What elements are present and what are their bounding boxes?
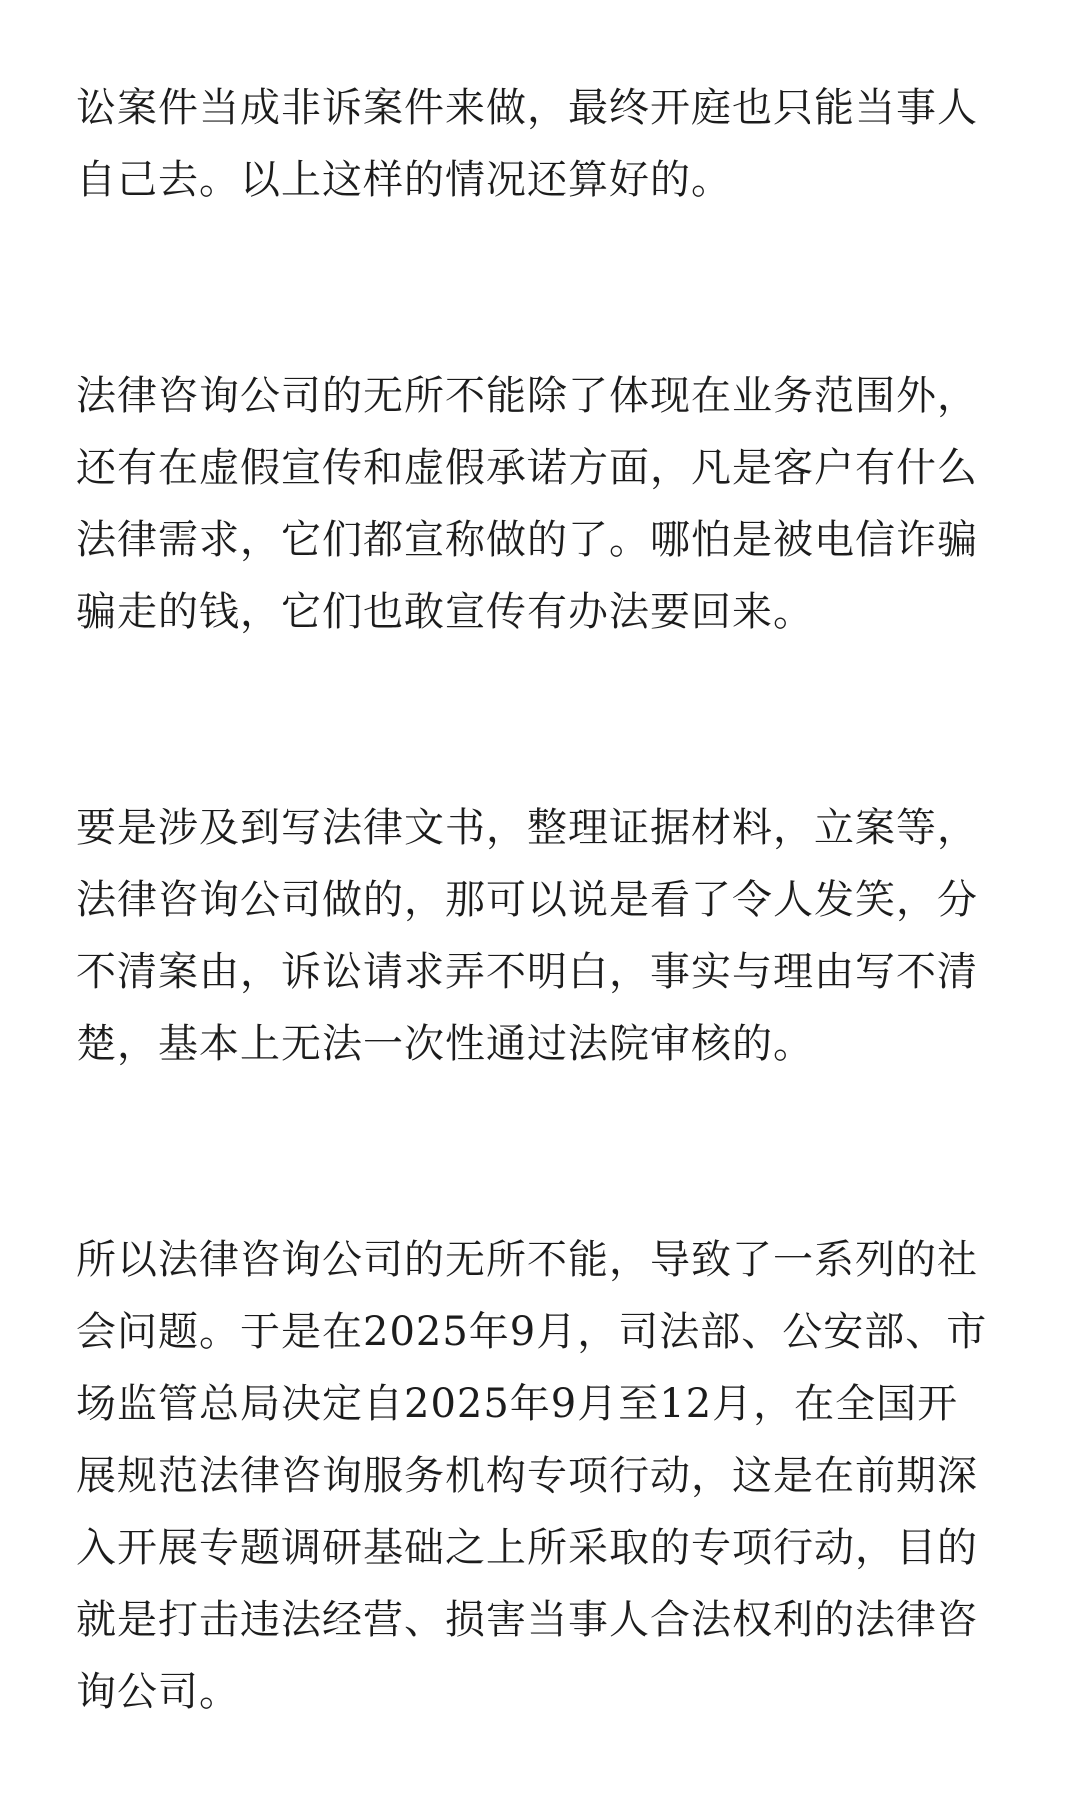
article-paragraph-2: 法律咨询公司的无所不能除了体现在业务范围外，还有在虚假宣传和虚假承诺方面，凡是客户有什么法律需求，它们都宣称做的了。哪怕是被电信诈骗骗走的钱，它们也敢宣传有办法要回来。 — [76, 373, 978, 635]
article-paragraph-4: 所以法律咨询公司的无所不能，导致了一系列的社会问题。于是在2025年9月，司法部、公安部、市场监管总局决定自2025年9月至12月，在全国开展规范法律咨询服务机构专项行动，这是在前期深入开展专题调研基础之上所采取的专项行动，目的就是打击违法经营、损害当事人合法权利的法律咨询公司。 — [76, 1237, 988, 1715]
article-body — [76, 72, 996, 1728]
article-paragraph-3: 要是涉及到写法律文书，整理证据材料，立案等，法律咨询公司做的，那可以说是看了令人发笑，分不清案由，诉讼请求弄不明白，事实与理由写不清楚，基本上无法一次性通过法院审核的。 — [76, 805, 978, 1067]
article-paragraph-1: 讼案件当成非诉案件来做，最终开庭也只能当事人自己去。以上这样的情况还算好的。 — [76, 85, 978, 203]
